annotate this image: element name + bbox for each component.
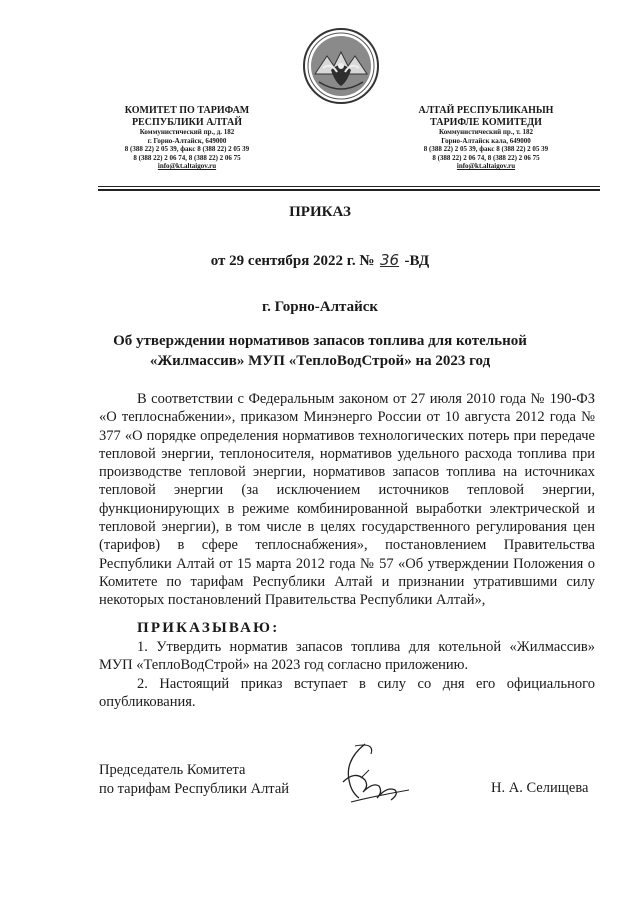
org-address: г. Горно-Алтайск, 649000 (147, 136, 227, 145)
org-phone: 8 (388 22) 2 05 39, факс 8 (388 22) 2 05 39 (124, 145, 250, 154)
org-name-line: КОМИТЕТ ПО ТАРИФАМ (124, 105, 250, 116)
document-date: от 29 сентября 2022 г. № (210, 253, 375, 269)
org-phone: 8 (388 22) 2 06 74, 8 (388 22) 2 06 75 (432, 153, 540, 162)
signatory-position (99, 761, 289, 798)
position-line: Председатель Комитета (99, 762, 246, 778)
org-name-line: ТАРИФЛЕ КОМИТЕДИ (430, 116, 542, 128)
document-number-handwritten: 36 (379, 251, 400, 269)
org-name-line: АЛТАЙ РЕСПУБЛИКАНЫН (418, 105, 554, 116)
order-item-2: 2. Настоящий приказ вступает в силу со дня его официального опубликования. (99, 676, 595, 711)
document-date-line (60, 250, 580, 271)
letterhead-right (366, 105, 606, 171)
document-city: г. Горно-Алтайск (261, 299, 379, 315)
org-address: Коммунистический пр., т. 182 (439, 128, 533, 136)
handwritten-signature-icon (325, 740, 415, 810)
org-phone: 8 (388 22) 2 05 39, факс 8 (388 22) 2 05 39 (423, 145, 549, 154)
header-divider (98, 186, 600, 187)
subject-line: «Жилмассив» МУП «ТеплоВодСтрой» на 2023 год (149, 353, 491, 369)
org-name-line: РЕСПУБЛИКИ АЛТАЙ (131, 116, 243, 128)
order-item-1: 1. Утвердить норматив запасов топлива для котельной «Жилмассив» МУП «ТеплоВодСтрой» на 2023 год согласно приложению. (99, 639, 595, 674)
org-email-link[interactable]: info@kt.altaigov.ru (456, 162, 516, 171)
letterhead-left (67, 105, 307, 171)
document-subject (60, 331, 580, 371)
signatory-name: Н. А. Селищева (491, 780, 589, 796)
org-email-link[interactable]: info@kt.altaigov.ru (157, 162, 217, 171)
org-phone: 8 (388 22) 2 06 74, 8 (388 22) 2 06 75 (133, 153, 241, 162)
document-title: ПРИКАЗ (289, 204, 351, 220)
coat-of-arms-icon (301, 26, 381, 106)
subject-line: Об утверждении нормативов запасов топлива для котельной (113, 333, 527, 349)
org-address: Горно-Алтайск кала, 649000 (441, 136, 531, 145)
org-address: Коммунистический пр., д. 182 (139, 128, 235, 136)
order-word: ПРИКАЗЫВАЮ: (137, 620, 280, 636)
header-divider-thick (98, 189, 600, 191)
position-line: по тарифам Республики Алтай (99, 780, 290, 797)
document-number-suffix: -ВД (404, 253, 430, 269)
preamble-paragraph: В соответствии с Федеральным законом от 27 июля 2010 года № 190-ФЗ «О теплоснабжении», приказом Минэнерго России от 10 августа 2012 года № 377 «О порядке определения нормативов технологических потерь при передаче тепловой энергии, теплоносителя, нормативов удельного расхода топлива при производстве тепловой энергии, нормативов запасов топлива на источниках тепловой энергии (за исключением источников тепловой энергии, функционирующих в режиме комбинированной выработки электрической и тепловой энергии), в том числе в целях государственного регулирования цен (тарифов) в сфере теплоснабжения», постановлением Правительства Республики Алтай от 15 марта 2012 года № 57 «Об утверждении Положения о Комитете по тарифам Республики Алтай и признании утратившими силу некоторых постановлений Правительства Республики Алтай», (99, 391, 595, 609)
